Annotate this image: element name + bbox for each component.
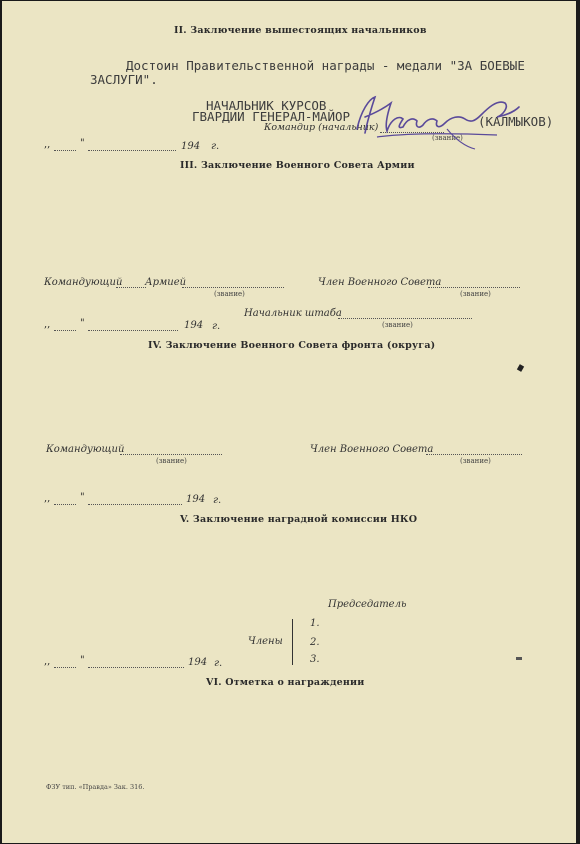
s4-date-quote-close: " bbox=[80, 492, 85, 503]
s5-year-suffix: г. bbox=[214, 658, 223, 669]
s5-member-number-2: 2. bbox=[310, 637, 320, 648]
s5-day-dotted-line bbox=[54, 667, 76, 668]
typed-commander-title-2: ГВАРДИИ ГЕНЕРАЛ-МАЙОР bbox=[192, 109, 351, 124]
commander-label: Командир (начальник) bbox=[264, 122, 379, 133]
s3-date-quote-open: ,, bbox=[44, 319, 51, 330]
award-document-page bbox=[2, 1, 576, 843]
typed-commander-title-1: НАЧАЛЬНИК КУРСОВ bbox=[206, 98, 327, 113]
section-4-heading: IV. Заключение Военного Совета фронта (округа) bbox=[148, 340, 436, 351]
typed-recommendation-line-1: Достоин Правительственной награды - медали "ЗА БОЕВЫЕ bbox=[126, 58, 525, 73]
s3-chief-rank: (звание) bbox=[382, 321, 413, 329]
s3-chief-dotted-line bbox=[338, 318, 472, 319]
signature-image bbox=[347, 89, 537, 151]
s3-month-dotted-line bbox=[88, 330, 178, 331]
ink-spot-mark bbox=[517, 364, 524, 372]
s3-commander-name-dotted-line bbox=[182, 287, 284, 288]
s4-commander-label: Командующий bbox=[46, 444, 125, 455]
s3-date-quote-close: " bbox=[80, 318, 85, 329]
s5-bracket bbox=[292, 619, 293, 665]
section-6-heading: VI. Отметка о награждении bbox=[206, 677, 365, 688]
s4-month-dotted-line bbox=[88, 504, 182, 505]
s4-council-dotted-line bbox=[426, 454, 522, 455]
typed-commander-name: (КАЛМЫКОВ) bbox=[478, 114, 554, 129]
s4-commander-rank: (звание) bbox=[156, 457, 187, 465]
s2-day-dotted-line bbox=[54, 150, 76, 151]
section-5-heading: V. Заключение наградной комиссии НКО bbox=[180, 514, 418, 525]
printer-imprint: ФЗУ тип. «Правда» Зак. 316. bbox=[46, 783, 145, 791]
s2-year: 194 bbox=[181, 141, 201, 152]
s3-army-dotted-line bbox=[116, 287, 146, 288]
section-3-heading: III. Заключение Военного Совета Армии bbox=[180, 160, 415, 171]
s3-chief-of-staff-label: Начальник штаба bbox=[244, 308, 342, 319]
s3-day-dotted-line bbox=[54, 330, 76, 331]
s4-council-member-label: Член Военного Совета bbox=[310, 444, 434, 455]
s5-chairman-label: Председатель bbox=[328, 599, 407, 610]
s4-council-rank: (звание) bbox=[460, 457, 491, 465]
s3-year-suffix: г. bbox=[212, 321, 221, 332]
s3-army-label: Армией bbox=[145, 277, 187, 288]
s5-member-number-1: 1. bbox=[310, 618, 320, 629]
s3-council-rank: (звание) bbox=[460, 290, 491, 298]
s5-members-label: Члены bbox=[248, 636, 283, 647]
commander-rank-label: (звание) bbox=[432, 134, 463, 142]
s4-commander-dotted-line bbox=[120, 454, 222, 455]
s4-year-suffix: г. bbox=[213, 495, 222, 506]
section-2-heading: II. Заключение вышестоящих начальников bbox=[174, 25, 427, 36]
s2-month-dotted-line bbox=[88, 150, 176, 151]
s5-year: 194 bbox=[188, 657, 208, 668]
s4-day-dotted-line bbox=[54, 504, 76, 505]
s3-year: 194 bbox=[184, 320, 204, 331]
s3-commander-rank: (звание) bbox=[214, 290, 245, 298]
s3-council-dotted-line bbox=[428, 287, 520, 288]
s2-year-suffix: г. bbox=[211, 141, 220, 152]
s4-year: 194 bbox=[186, 494, 206, 505]
paper-mark bbox=[516, 657, 522, 660]
s5-date-quote-open: ,, bbox=[44, 656, 51, 667]
s2-date-quote-open: ,, bbox=[44, 139, 51, 150]
typed-recommendation-line-2: ЗАСЛУГИ". bbox=[90, 72, 158, 87]
s4-date-quote-open: ,, bbox=[44, 493, 51, 504]
s3-commander-label: Командующий bbox=[44, 277, 123, 288]
s5-member-number-3: 3. bbox=[310, 654, 320, 665]
s5-date-quote-close: " bbox=[80, 655, 85, 666]
s5-month-dotted-line bbox=[88, 667, 184, 668]
s3-council-member-label: Член Военного Совета bbox=[318, 277, 442, 288]
s2-date-quote-close: " bbox=[80, 138, 85, 149]
